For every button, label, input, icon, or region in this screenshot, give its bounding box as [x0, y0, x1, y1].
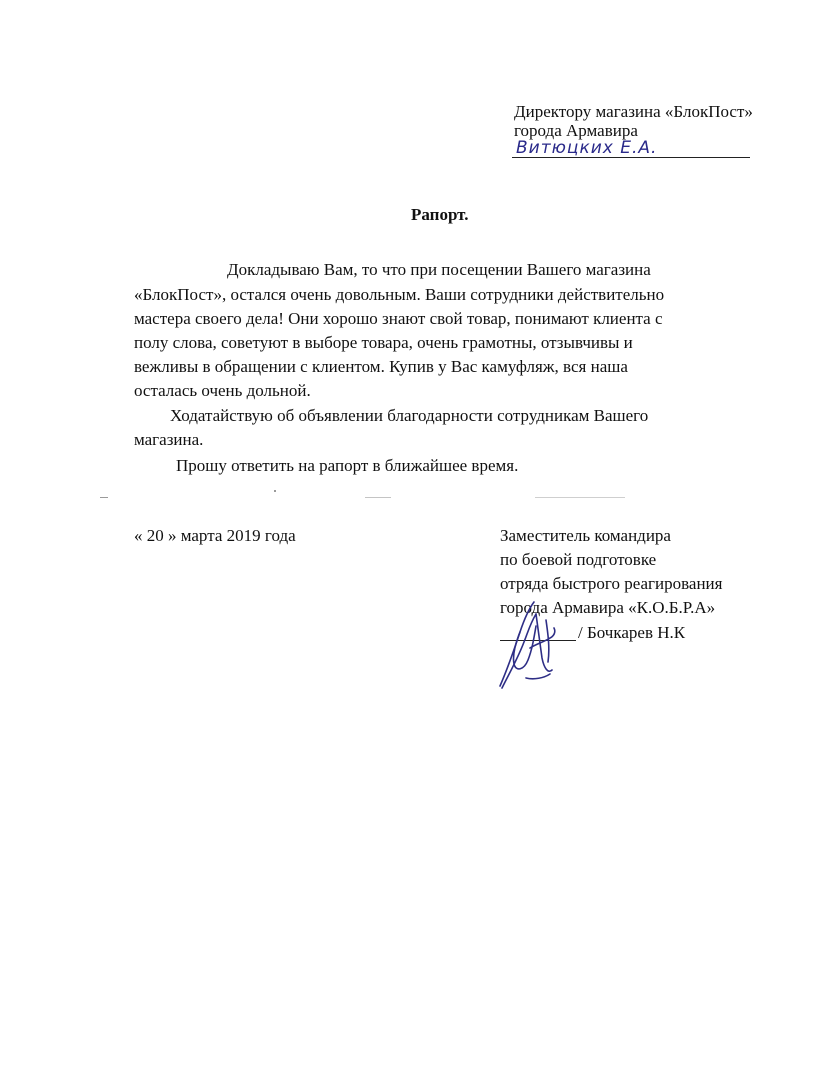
- scan-speck: [365, 497, 391, 498]
- signatory-line-3: отряда быстрого реагирования: [500, 574, 723, 593]
- body-p2-line-2: магазина.: [134, 430, 204, 449]
- scan-speck: [274, 490, 276, 492]
- addressee-line-1: Директору магазина «БлокПост»: [514, 102, 753, 121]
- body-p2-line-1: Ходатайствую об объявлении благодарности сотрудникам Вашего: [170, 406, 649, 425]
- body-p1-line-5: вежливы в обращении с клиентом. Купив у Вас камуфляж, вся наша: [134, 357, 628, 376]
- signatory-name: / Бочкарев Н.К: [578, 623, 686, 642]
- body-p1-line-1: Докладываю Вам, то что при посещении Вашего магазина: [227, 260, 651, 279]
- scan-speck: [100, 497, 108, 498]
- scan-speck: [535, 497, 625, 498]
- addressee-line-2: города Армавира: [514, 121, 638, 140]
- document-title: Рапорт.: [411, 205, 469, 224]
- signatory-line-4: города Армавира «К.О.Б.Р.А»: [500, 598, 716, 617]
- signatory-line-1: Заместитель командира: [500, 526, 671, 545]
- document-date: « 20 » марта 2019 года: [134, 526, 296, 545]
- body-p1-line-6: осталась очень дольной.: [134, 381, 311, 400]
- body-p1-line-2: «БлокПост», остался очень довольным. Ваши сотрудники действительно: [134, 285, 665, 304]
- body-p1-line-3: мастера своего дела! Они хорошо знают свой товар, понимают клиента с: [134, 309, 663, 328]
- addressee-name-handwritten: Витюцких Е.А.: [516, 138, 658, 158]
- body-p3-line-1: Прошу ответить на рапорт в ближайшее время.: [176, 456, 519, 475]
- addressee-name-underline: [512, 157, 750, 158]
- body-p1-line-4: полу слова, советуют в выборе товара, очень грамотны, отзывчивы и: [134, 333, 633, 352]
- signatory-line-2: по боевой подготовке: [500, 550, 657, 569]
- signature-scribble: [490, 598, 570, 694]
